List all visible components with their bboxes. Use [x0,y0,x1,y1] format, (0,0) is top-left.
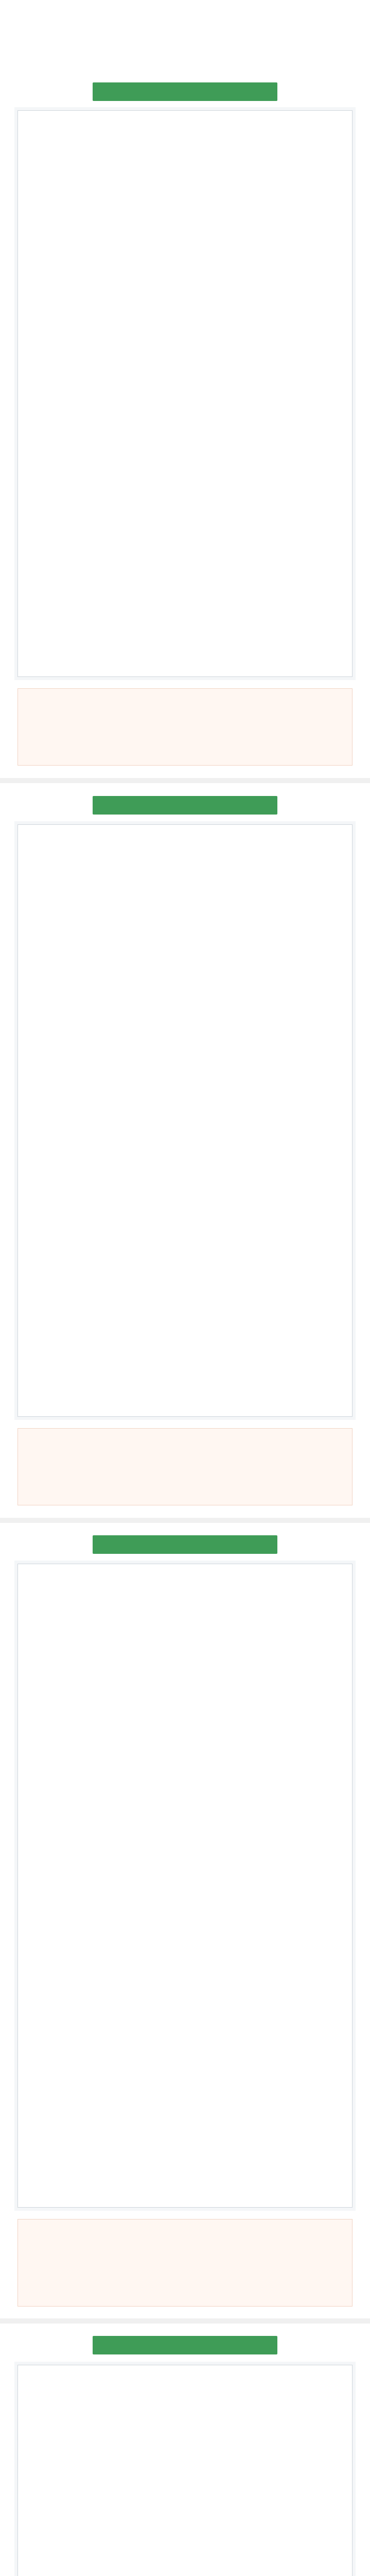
section-1-comment-box [17,688,353,766]
section-1-badge [93,82,277,101]
section-2-badge [93,796,277,815]
section-divider [0,1518,370,1523]
section-3-badge [93,1535,277,1554]
section-1-essay-box [17,110,353,677]
section-3-essay-box [17,1564,353,2208]
title-block [26,10,344,67]
section-3-comment-box [17,2219,353,2307]
section-divider [0,2318,370,2324]
section-2-comment-box [17,1428,353,1505]
section-2-essay-box [17,824,353,1417]
section-divider [0,778,370,783]
page-subtitle [26,43,344,67]
section-4-essay-box [17,2365,353,2576]
section-4-badge [93,2336,277,2354]
page-title [26,10,344,40]
